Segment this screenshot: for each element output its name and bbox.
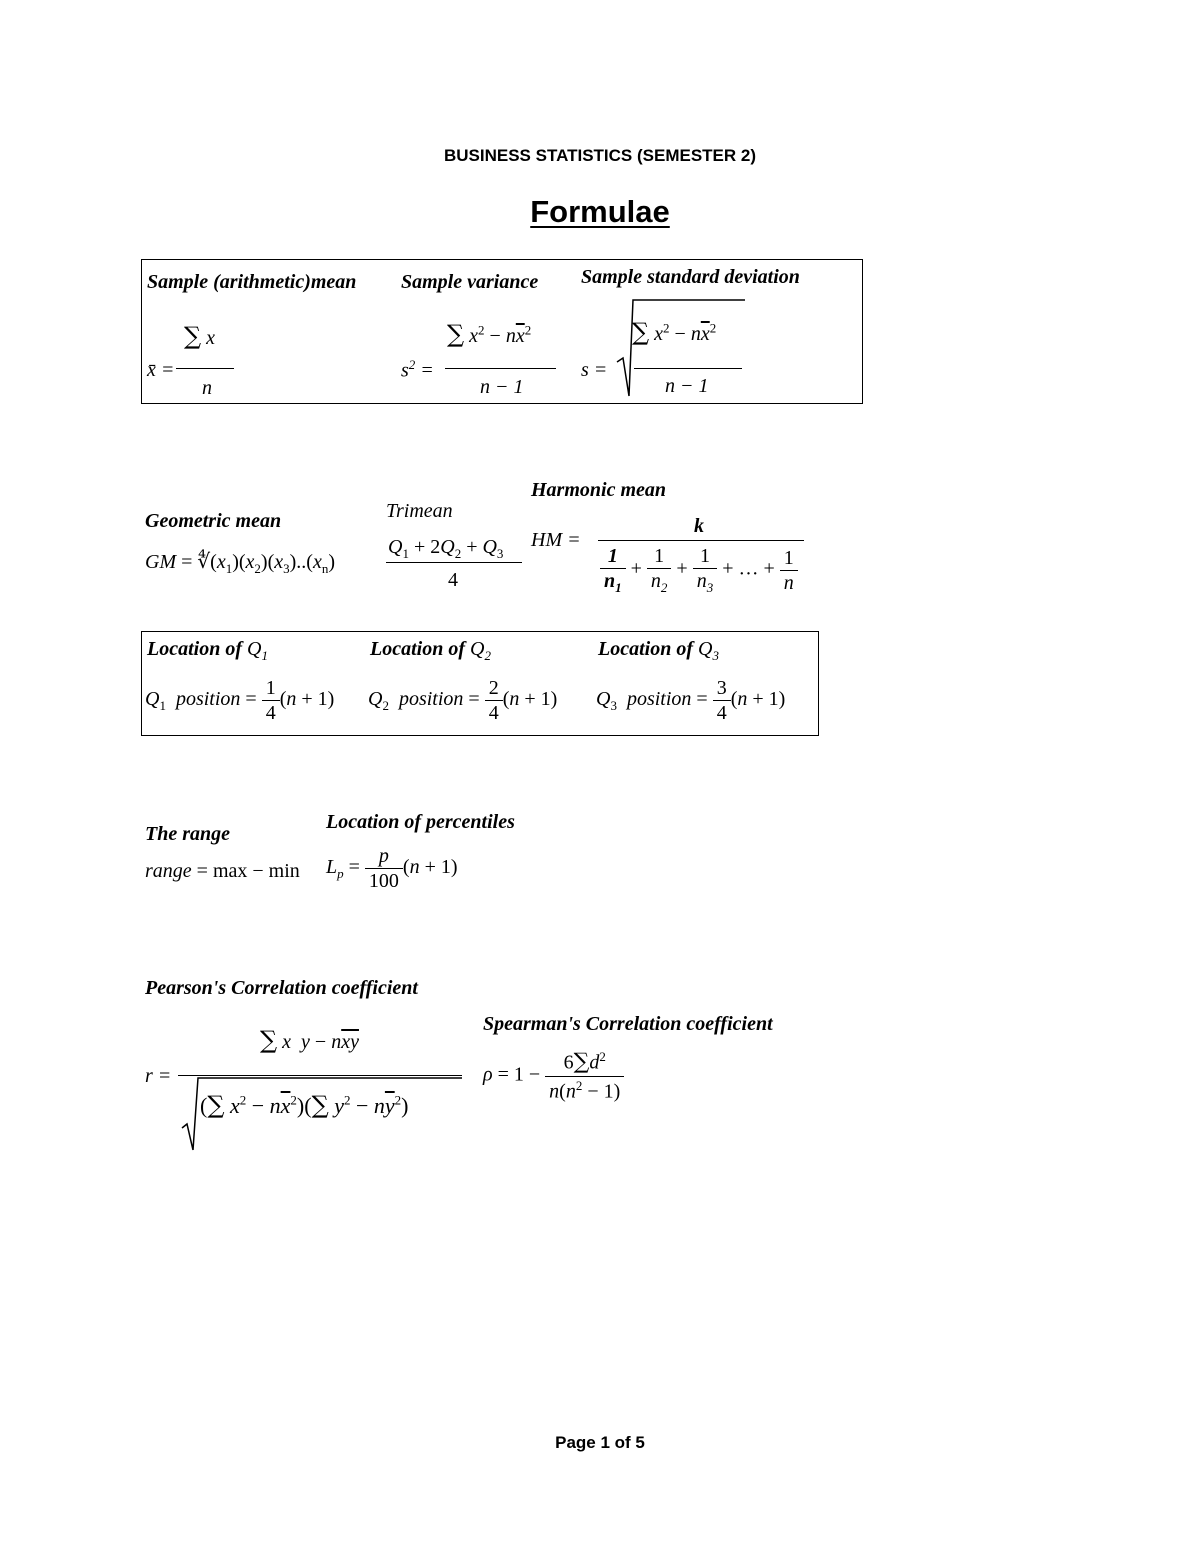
spearman-label: Spearman's Correlation coefficient [483, 1013, 773, 1035]
trimean-fraction-bar [386, 562, 522, 563]
geometric-mean-label: Geometric mean [145, 510, 282, 532]
percentile-location-label: Location of percentiles [326, 811, 515, 833]
sd-numerator: ∑ $x^2 - n\overline{x}^2$ [632, 318, 717, 346]
q2-position-formula: $Q_2$ position = $\frac{2}{4}$ (n + 1) [368, 677, 558, 724]
q3-location-label: Location of $Q_3$ [598, 638, 719, 663]
pearson-lhs: r = [145, 1065, 172, 1087]
variance-numerator: ∑ $x^2 - n\overline{x}^2$ [447, 320, 532, 348]
pearson-numerator: ∑ x $y - n\overline{xy}$ [260, 1026, 359, 1054]
harmonic-denominator: $\frac{1}{n_1}$ + $\frac{1}{n_2}$ + $\frac{1}{n_3}$ + … + $\frac{1}{n}$ [600, 546, 798, 594]
spearman-formula: ρ = 1 − $\frac{6\sum d^2}{n(n^2 - 1)}$ [483, 1050, 624, 1101]
mean-fraction-bar [176, 368, 234, 369]
course-heading: BUSINESS STATISTICS (SEMESTER 2) [443, 146, 757, 165]
trimean-denominator: 4 [448, 569, 458, 591]
sd-lhs: s = [581, 359, 608, 381]
pearson-denominator: (∑ $x^2 - n\overline{x}^2)(\sum$ $y^2 - n\overline{y}^2$) [200, 1091, 409, 1119]
q3-position-formula: $Q_3$ position = $\frac{3}{4}$ (n + 1) [596, 677, 786, 724]
sd-label: Sample standard deviation [581, 266, 800, 288]
page-title-text: Formulae [530, 194, 670, 229]
mean-numerator: ∑ x [184, 322, 216, 350]
sd-denominator: n − 1 [665, 375, 709, 397]
q1-location-label: Location of $Q_1$ [147, 638, 268, 663]
trimean-numerator: $Q_1 + 2Q_2 + Q_3$ [388, 536, 504, 561]
harmonic-numerator: k [694, 515, 704, 537]
harmonic-mean-label: Harmonic mean [531, 479, 667, 501]
mean-label: Sample (arithmetic)mean [147, 271, 357, 293]
range-label: The range [145, 823, 230, 845]
q2-location-label: Location of $Q_2$ [370, 638, 491, 663]
variance-lhs: $s^2$ = [401, 357, 434, 382]
variance-fraction-bar [445, 368, 556, 369]
pearson-label: Pearson's Correlation coefficient [145, 977, 418, 999]
trimean-label: Trimean [386, 500, 453, 522]
harmonic-fraction-bar [598, 540, 804, 541]
percentile-formula: $L_p$ = $\frac{p}{100}$ (n + 1) [326, 845, 458, 892]
q1-position-formula: $Q_1$ position = $\frac{1}{4}$ (n + 1) [145, 677, 335, 724]
mean-denominator: n [202, 377, 212, 399]
variance-label: Sample variance [401, 271, 539, 293]
harmonic-lhs: HM = [531, 529, 581, 551]
pearson-fraction-bar [178, 1075, 462, 1076]
range-formula: range = max − min [145, 860, 300, 882]
variance-denominator: n − 1 [480, 376, 524, 398]
sd-fraction-bar [634, 368, 742, 369]
page-number: Page 1 of 5 [555, 1433, 645, 1452]
mean-lhs: x̄ = [147, 359, 175, 381]
box-divider [141, 259, 142, 305]
page-title [0, 194, 1200, 230]
geometric-mean-formula: GM = $∜(x_1)(x_2)(x_3)..(x_n)$ [145, 549, 336, 576]
